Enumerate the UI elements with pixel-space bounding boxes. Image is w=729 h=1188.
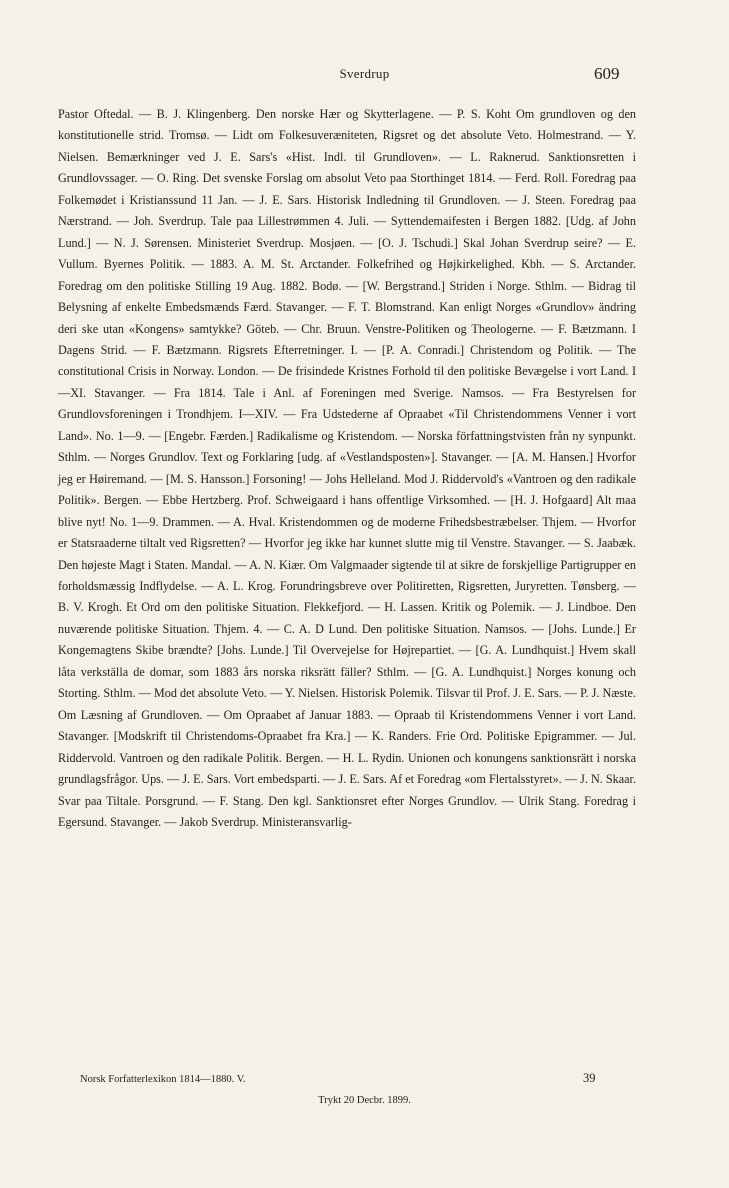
bibliography-paragraph: Pastor Oftedal. — B. J. Klingenberg. Den norske Hær og Skytterlagene. — P. S. Koht Om grundloven og den konstitutionelle strid. Tromsø. — Lidt om Folkesuveræniteten, Rigsret og det absolute Veto. Holmestrand. — Y. Nielsen. Bemærkninger ved J. E. Sars's «Hist. Indl. til Grundloven». — L. Raknerud. Sanktionsretten i Grundlovssager. — O. Ring. Det svenske Forslag om absolut Veto paa Storthinget 1814. — Ferd. Roll. Foredrag paa Folkemødet i Kristianssund 11 Jan. — J. E. Sars. Historisk Indledning til Grundloven. — J. Steen. Foredrag paa Nærstrand. — Joh. Sverdrup. Tale paa Lillestrømmen 4. Juli. — Syttendemaifesten i Bergen 1882. [Udg. af John Lund.] — N. J. Sørensen. Ministeriet Sverdrup. Mosjøen. — [O. J. Tschudi.] Skal Johan Sverdrup seire? — E. Vullum. Byernes Politik. — 1883. A. M. St. Arctander. Folkefrihed og Højkirkelighed. Kbh. — S. Arctander. Foredrag om den politiske Stilling 19 Aug. 1882. Bodø. — [W. Bergstrand.] Striden i Norge. Sthlm. — Bidrag til Belysning af enkelte Embedsmænds Færd. Stavanger. — F. T. Blomstrand. Kan enligt Norges «Grundlov» ändring deri ske utan «Kongens» samtykke? Göteb. — Chr. Bruun. Venstre-Politiken og Theologerne. — F. Bætzmann. I Dagens Strid. — F. Bætzmann. Rigsrets Efterretninger. I. — [P. A. Conradi.] Christendom og Politik. — The constitutional Crisis in Norway. London. — De frisindede Kristnes Forhold til den politiske Bevægelse i vort Land. I—XI. Stavanger. — Fra 1814. Tale i Anl. af Foreningen med Sverige. Namsos. — Fra Bestyrelsen for Grundlovsforeningen i Trondhjem. I—XIV. — Fra Udstederne af Opraabet «Til Christendommens Venner i vort Land». No. 1—9. — [Engebr. Færden.] Radikalisme og Kristendom. — Norska författningstvisten från ny synpunkt. Sthlm. — Norges Grundlov. Text og Forklaring [udg. af «Vestlandsposten»]. Stavanger. — [A. M. Hansen.] Hvorfor jeg er Høiremand. — [M. S. Hansson.] Forsoning! — Johs Helleland. Mod J. Riddervold's «Vantroen og den radikale Politik». Bergen. — Ebbe Hertzberg. Prof. Schweigaard i hans offentlige Virksomhed. — [H. J. Hofgaard] Alt maa blive nyt! No. 1—9. Drammen. — A. Hval. Kristendommen og de moderne Frihedsbestræbelser. Thjem. — Hvorfor er Statsraaderne tiltalt ved Rigsretten? — Hvorfor jeg ikke har kunnet slutte mig til Venstre. Stavanger. — S. Jaabæk. Den højeste Magt i Staten. Mandal. — A. N. Kiær. Om Valgmaader sigtende til at sikre de forskjellige Partigrupper en forholdsmæssig Indflydelse. — A. L. Krog. Forundringsbreve over Politiretten, Rigsretten, Juryretten. Tønsberg. — B. V. Krogh. Et Ord om den politiske Situation. Flekkefjord. — H. Lassen. Kritik og Polemik. — J. Lindboe. Den nuværende politiske Situation. Thjem. 4. — C. A. D Lund. Den politiske Situation. Namsos. — [Johs. Lunde.] Er Kongemagtens Skibe brændte? [Johs. Lunde.] Til Overvejelse for Højrepartiet. — [G. A. Lundhquist.] Hvem skall låta verkställa de domar, som 1883 års norska riksrätt fäller? Sthlm. — [G. A. Lundhquist.] Norges konung och Storting. Sthlm. — Mod det absolute Veto. — Y. Nielsen. Historisk Polemik. Tilsvar til Prof. J. E. Sars. — P. J. Næste. Om Læsning af Grundloven. — Om Opraabet af Januar 1883. — Opraab til Kristendommens Venner i vort Land. Stavanger. [Modskrift til Christendoms-Opraabet fra Kra.] — K. Randers. Frie Ord. Politiske Epigrammer. — Jul. Riddervold. Vantroen og den radikale Politik. Bergen. — H. L. Rydin. Unionen och konungens sanktionsrätt i norska grundlagsfrågor. Ups. — J. E. Sars. Vort embedsparti. — J. E. Sars. Af et Foredrag «om Flertalsstyret». — J. N. Skaar. Svar paa Tiltale. Porsgrund. — F. Stang. Den kgl. Sanktionsret efter Norges Grundlov. — Ulrik Stang. Foredrag i Egersund. Stavanger. — Jakob Sverdrup. Ministeransvarlig- xyxy=(58,107,636,829)
footer-print-date: Trykt 20 Decbr. 1899. xyxy=(318,1095,411,1106)
running-title: Sverdrup xyxy=(339,66,390,81)
footer-book-title: Norsk Forfatterlexikon 1814—1880. V. xyxy=(80,1074,246,1085)
page-number: 609 xyxy=(594,64,620,83)
footer-signature: 39 xyxy=(583,1071,596,1085)
bibliography-text xyxy=(58,104,636,833)
running-head xyxy=(0,64,729,88)
